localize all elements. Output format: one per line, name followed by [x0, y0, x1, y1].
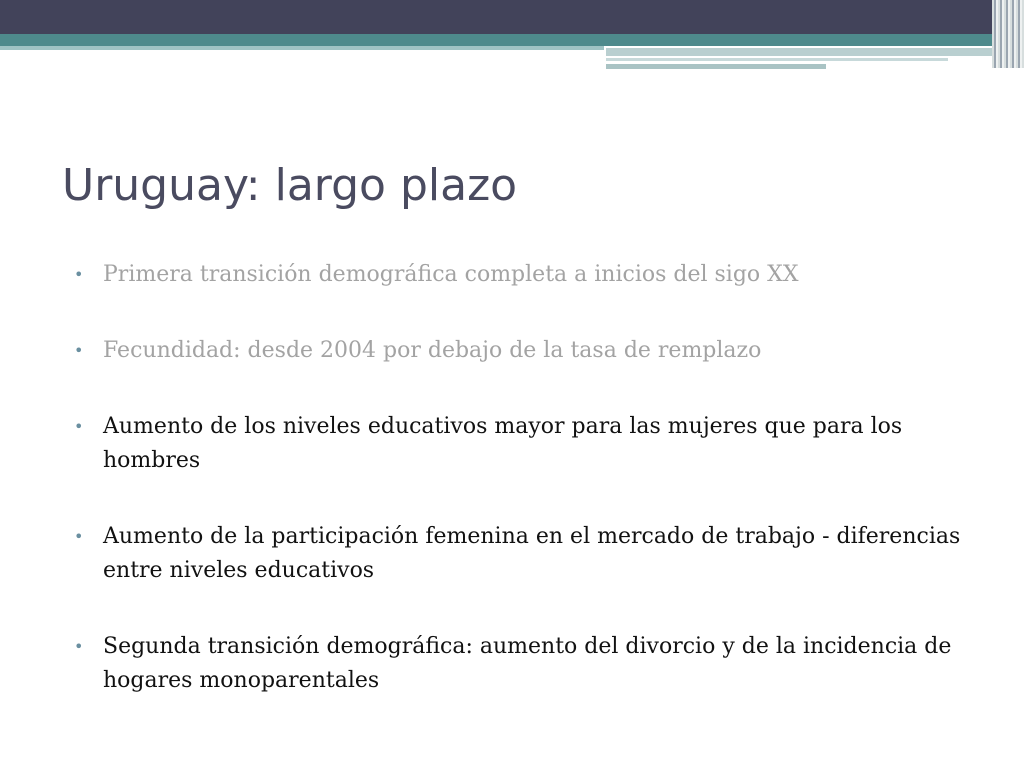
bullet-list	[74, 258, 974, 740]
bullet-icon: •	[74, 341, 84, 360]
bullet-icon: •	[74, 417, 84, 436]
bullet-icon: •	[74, 637, 84, 656]
slide-title: Uruguay: largo plazo	[62, 160, 518, 211]
bullet-text: Segunda transición demográfica: aumento del divorcio y de la incidencia de hogares monoparentales	[103, 634, 952, 693]
header-accent-bar	[606, 64, 826, 69]
bullet-text: Aumento de la participación femenina en el mercado de trabajo - diferencias entre niveles educativos	[103, 524, 961, 583]
bullet-item	[74, 410, 974, 478]
bullet-text: Aumento de los niveles educativos mayor para las mujeres que para los hombres	[103, 414, 903, 473]
bullet-text: Fecundidad: desde 2004 por debajo de la tasa de remplazo	[103, 338, 762, 363]
bullet-item	[74, 258, 974, 292]
bullet-item	[74, 334, 974, 368]
header-band-dark	[0, 0, 1024, 34]
header-band-teal-light	[0, 46, 604, 50]
bullet-text: Primera transición demográfica completa a inicios del sigo XX	[103, 262, 799, 287]
header-accent-bar	[606, 58, 948, 61]
bullet-item	[74, 520, 974, 588]
bullet-icon: •	[74, 265, 84, 284]
header-accent-bar	[606, 48, 1024, 56]
header-band-teal	[0, 34, 1024, 46]
bullet-icon: •	[74, 527, 84, 546]
bullet-item	[74, 630, 974, 698]
header-corner-stripes	[992, 0, 1024, 68]
